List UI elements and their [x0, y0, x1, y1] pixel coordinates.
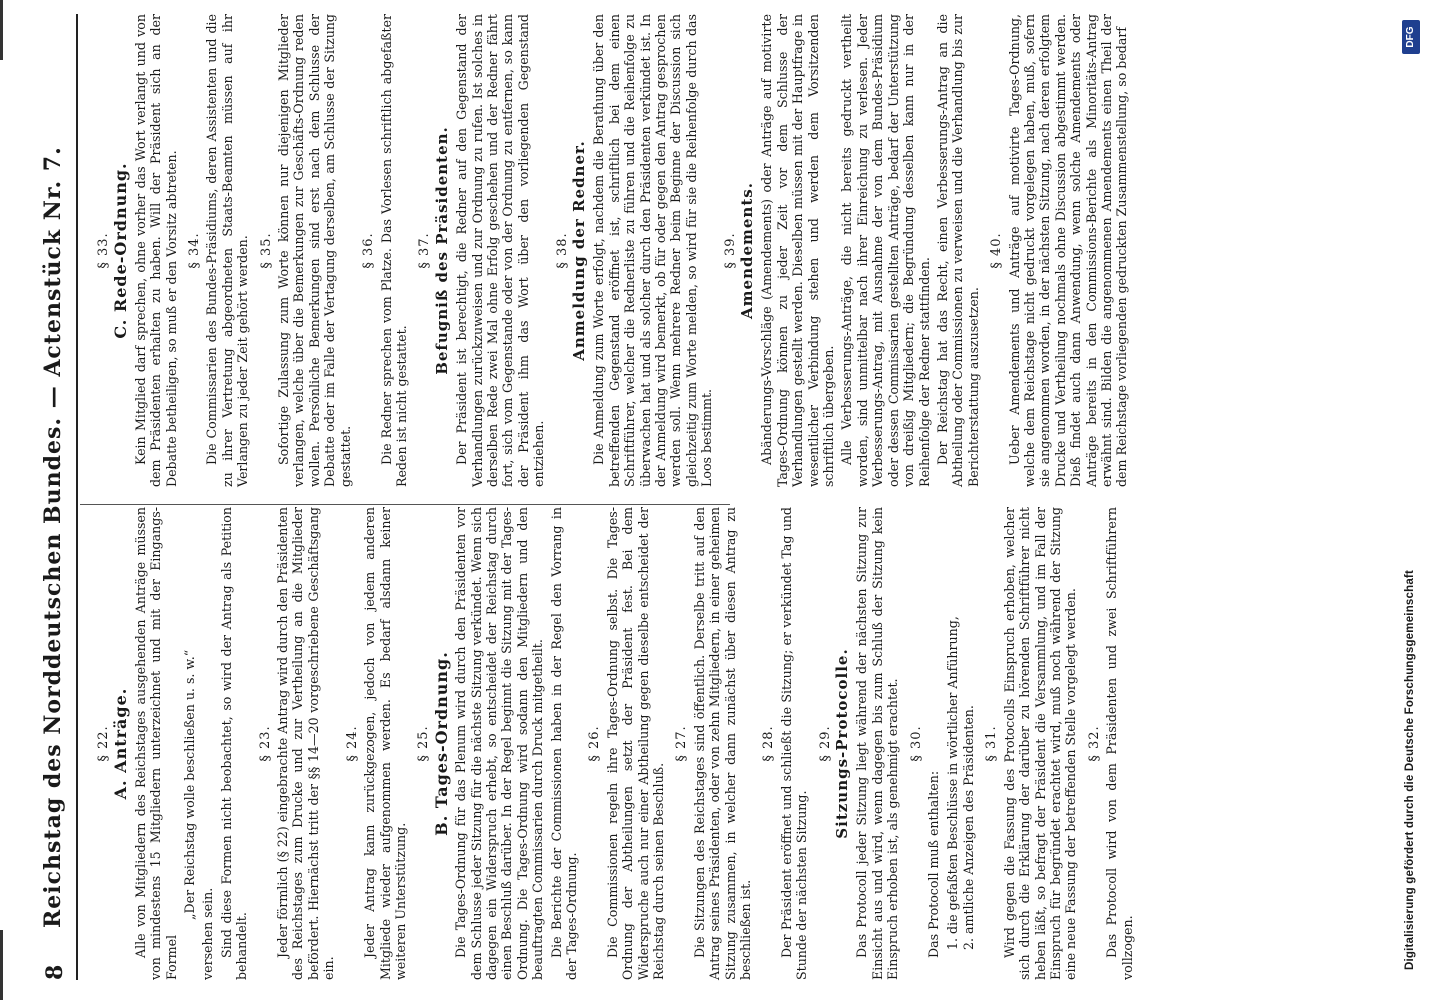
list-item: 2. amtliche Anzeigen des Präsidenten. — [960, 705, 976, 950]
section-number: § 33. — [96, 232, 111, 269]
paragraph: Jeder förmlich (§ 22) eingebrachte Antrag wird durch den Präsidenten des Reichstages zum Drucke und zur Vertheilung an die Mitglieder befördert. Hiernächst tritt der §§ 14—20 vorgeschriebene Geschäftsgang ein. — [275, 507, 337, 980]
section-number: § 26. — [587, 725, 603, 762]
paragraph: Der Präsident eröffnet und schließt die Sitzung; er verkündet Tag und Stunde der nächsten Sitzung. — [778, 507, 810, 980]
section-number: § 32. — [1086, 725, 1102, 762]
section-number: § 34. — [187, 232, 203, 269]
column-divider — [80, 504, 730, 505]
paragraph: Alle Verbesserungs-Anträge, die nicht bereits gedruckt vertheilt worden, sind unmittelbar nach ihrer Einreichung zu verlesen. Jeder Verbesserungs-Antrag, mit Ausnahme der von dem Bundes-Präsidium oder dessen Commissarien gestellten Anträge, bedarf der Unterstützung von dreißig Mitgliedern; die Begründung desselben kann nur in der Reihenfolge der Redner stattfinden. — [839, 14, 932, 487]
running-title: Reichstag des Norddeutschen Bundes. — Actenstück Nr. 7. — [40, 146, 66, 928]
scan-edge-mark — [0, 0, 3, 60]
paragraph: Abänderungs-Vorschläge (Amendements) oder Anträge auf motivirte Tages-Ordnung können zu jeder Zeit vor dem Schlusse der Verhandlungen gestellt werden. Dieselben müssen mit der Hauptfrage in wesentlicher Verbindung stehen und werden dem Vorsitzenden schriftlich übergeben. — [759, 14, 837, 487]
section-heading: A. Anträge. — [111, 687, 131, 800]
paragraph: Sind diese Formen nicht beobachtet, so wird der Antrag als Petition behandelt. — [218, 507, 250, 980]
page-header — [40, 14, 70, 980]
paragraph: Jeder Antrag kann zurückgezogen, jedoch von jedem anderen Mitgliede wieder aufgenommen werden. Es bedarf alsdann keiner weiteren Unterstützung. — [362, 507, 408, 980]
section-number: § 38. — [554, 232, 570, 269]
paragraph: Der Reichstag hat das Recht, einen Verbesserungs-Antrag an die Abtheilung oder Commissionen zu verweisen und die Verhandlung bis zur Berichterstattung auszusetzen. — [934, 14, 981, 487]
notice-text: Digitalisierung gefördert durch die Deutsche Forschungsgemeinschaft — [1404, 570, 1416, 970]
digitisation-notice — [1362, 0, 1432, 1000]
paragraph: Das Protocoll jeder Sitzung liegt während der nächsten Sitzung zur Einsicht aus und wird, wenn dagegen bis zum Schluß der Sitzung kein Einspruch erhoben ist, als genehmigt erachtet. — [854, 507, 901, 980]
scan-edge-mark — [0, 930, 3, 1000]
paragraph: Die Berichte der Commissionen haben in der Regel den Vorrang in der Tages-Ordnung. — [548, 507, 579, 980]
text-columns — [88, 14, 1138, 980]
section-number: § 30. — [908, 725, 924, 762]
paragraph: Die Commissionen regeln ihre Tages-Ordnung selbst. Die Tages-Ordnung der Abtheilungen setzt der Präsident fest. Bei dem Widerspruche auch nur einer Abtheilung gegen dieselbe entscheidet der Reichstag durch seinen Beschluß. — [604, 507, 666, 980]
section-number: § 35. — [258, 232, 274, 269]
paragraph: Die Commissarien des Bundes-Präsidiums, deren Assistenten und die zu ihrer Vertretung abgeordneten Staats-Beamten müssen auf ihr Verlangen zu jeder Zeit gehört werden. — [204, 14, 251, 487]
paragraph: versehen sein. — [200, 887, 216, 980]
section-number: § 28. — [761, 725, 777, 762]
section-heading: Sitzungs-Protocolle. — [833, 648, 852, 839]
right-column — [88, 14, 1138, 487]
paragraph: Die Tages-Ordnung für das Plenum wird durch den Präsidenten vor dem Schlusse jeder Sitzung für die nächste Sitzung verkündet. Wenn sich dagegen ein Widerspruch erhebt, so entscheidet der Reichstag durch einen Beschluß darüber. In der Regel beginnt die Sitzung mit der Tages-Ordnung. Die Tages-Ordnung wird sodann den Mitgliedern und den beauftragten Commissarien durch Druck mitgetheilt. — [453, 507, 546, 980]
section-number: § 27. — [674, 725, 690, 762]
enumeration — [945, 507, 977, 980]
header-rule — [76, 14, 78, 980]
section-number: § 29. — [817, 725, 833, 762]
page-number: 8 — [42, 963, 68, 980]
section-number: § 22. — [96, 725, 111, 762]
paragraph: Alle von Mitgliedern des Reichstages ausgehenden Anträge müssen von mindestens 15 Mitgliedern unterzeichnet und mit der Eingangs-Formel — [132, 507, 179, 980]
left-column — [88, 507, 1138, 980]
section-heading: C. Rede-Ordnung. — [111, 162, 131, 339]
paragraph: Ueber Amendements und Anträge auf motivirte Tages-Ordnung, welche dem Reichstage nicht gedruckt vorgelegen haben, muß, sofern sie angenommen worden, in der nächsten Sitzung, nach deren erfolgtem Drucke und Vertheilung nochmals ohne Discussion abgestimmt werden. Dieß findet auch dann Anwendung, wenn solche Amendements oder Anträge bereits in den Commissions-Berichte als Minoritäts-Antrag erwähnt sind. Bilden die angenommenen Amendements einen Theil der dem Reichstage vorliegenden gedruckten Zusammenstellung, so bedarf — [1006, 14, 1130, 487]
section-heading: Befugniß des Präsidenten. — [432, 126, 451, 375]
section-number: § 40. — [989, 232, 1005, 269]
dfg-logo: DFG — [1402, 20, 1420, 54]
paragraph: Der Präsident ist berechtigt, die Redner auf den Gegenstand der Verhandlungen zurückzuweisen und zur Ordnung zu rufen. Ist solches in derselben Rede zwei Mal ohne Erfolg geschehen und der Redner fährt fort, sich vom Gegenstande oder von der Ordnung zu entfernen, so kann der Präsident ihm das Wort über den vorliegenden Gegenstand entziehen. — [454, 14, 547, 487]
section-heading: Amendements. — [738, 182, 757, 319]
paragraph: Die Redner sprechen vom Platze. Das Vorlesen schriftlich abgefaßter Reden ist nicht gestattet. — [378, 14, 409, 487]
section-number: § 24. — [344, 725, 360, 762]
paragraph: Kein Mitglied darf sprechen, ohne vorher das Wort verlangt und von dem Präsidenten erhalten zu haben. Will der Präsident sich an der Debatte betheiligen, so muß er den Vorsitz abtreten. — [132, 14, 179, 487]
paragraph: Die Sitzungen des Reichstages sind öffentlich. Derselbe tritt auf den Antrag seines Präsidenten, oder von zehn Mitgliedern, in einer geheimen Sitzung zusammen, in welcher dann zunächst über diesen Antrag zu beschließen ist. — [691, 507, 754, 980]
section-number: § 36. — [361, 232, 377, 269]
section-heading: B. Tages-Ordnung. — [431, 651, 451, 836]
section-number: § 37. — [417, 232, 433, 269]
paragraph: Die Anmeldung zum Worte erfolgt, nachdem die Berathung über den betreffenden Gegenstand eröffnet ist, schriftlich bei dem einen Schriftführer, welcher die Rednerliste zu führen und die Reihenfolge zu überwachen hat und als solcher durch den Präsidenten verkündet ist. In der Anmeldung wird bemerkt, ob für oder gegen den Antrag gesprochen werden soll. Wenn mehrere Redner beim Beginne der Discussion sich gleichzeitig zum Worte melden, so wird für sie die Reihenfolge durch das Loos bestimmt. — [591, 14, 715, 487]
section-number: § 23. — [257, 725, 273, 762]
section-number: § 31. — [984, 725, 1000, 762]
paragraph: Wird gegen die Fassung des Protocolls Einspruch erhoben, welcher sich durch die Erklärung der darüber zu hörenden Schriftführer nicht heben läßt, so befragt der Präsident die Versammlung, und im Fall der Einspruch für begründet erachtet wird, muß noch während der Sitzung eine neue Fassung der betreffenden Stelle vorgelegt werden. — [1001, 507, 1079, 980]
section-heading: Anmeldung der Redner. — [569, 140, 588, 361]
paragraph: Sofortige Zulassung zum Worte können nur diejenigen Mitglieder verlangen, welche über die Bemerkungen zur Geschäfts-Ordnung reden wollen. Persönliche Bemerkungen sind erst nach dem Schlusse der Debatte oder im Falle der Vertagung derselben, am Schlusse der Sitzung gestattet. — [276, 14, 353, 487]
paragraph: Das Protocoll wird von dem Präsidenten und zwei Schriftführern vollzogen. — [1104, 507, 1135, 980]
list-item: 1. die gefaßten Beschlüsse in wörtlicher Anführung, — [944, 616, 960, 950]
section-number: § 39. — [722, 232, 738, 269]
paragraph: Das Protocoll muß enthalten: — [926, 770, 942, 958]
quote: „Der Reichstag wolle beschließen u. s. w.“ — [182, 649, 198, 920]
section-number: § 25. — [416, 725, 432, 762]
